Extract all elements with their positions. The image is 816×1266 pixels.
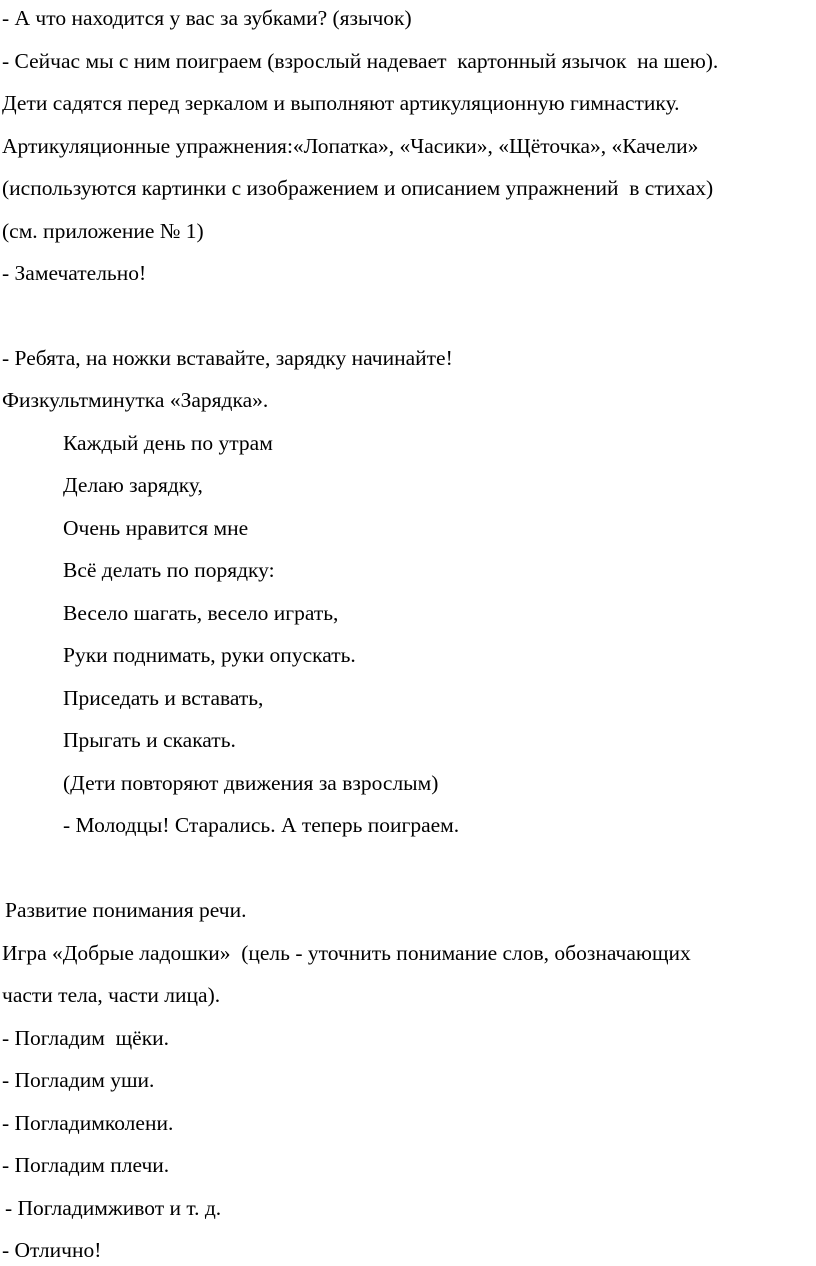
poem-line: Всё делать по порядку: — [63, 558, 275, 582]
dialogue-line: - Погладим уши. — [2, 1068, 155, 1092]
dialogue-line: - Замечательно! — [2, 261, 147, 285]
section-heading: Развитие понимания речи. — [5, 898, 247, 922]
dialogue-line: - Погладим плечи. — [2, 1153, 170, 1177]
dialogue-line: - Погладим щёки. — [2, 1026, 170, 1050]
paragraph-line: (см. приложение № 1) — [2, 219, 204, 243]
poem-line: Прыгать и скакать. — [63, 728, 236, 752]
stage-direction: (Дети повторяют движения за взрослым) — [63, 771, 439, 795]
dialogue-line: - Погладимживот и т. д. — [5, 1196, 222, 1220]
dialogue-line: - Погладимколени. — [2, 1111, 174, 1135]
paragraph-line: Артикуляционные упражнения:«Лопатка», «Часики», «Щёточка», «Качели» — [2, 134, 699, 158]
dialogue-line: - Ребята, на ножки вставайте, зарядку начинайте! — [2, 346, 453, 370]
poem-line: Весело шагать, весело играть, — [63, 601, 339, 625]
dialogue-line: - Молодцы! Старались. А теперь поиграем. — [63, 813, 460, 837]
dialogue-line: - Отлично! — [2, 1238, 102, 1262]
paragraph-line: Игра «Добрые ладошки» (цель - уточнить понимание слов, обозначающих — [2, 941, 691, 965]
dialogue-line: - Сейчас мы с ним поиграем (взрослый надевает картонный язычок на шею). — [2, 49, 719, 73]
paragraph-line: (используются картинки с изображением и описанием упражнений в стихах) — [2, 176, 714, 200]
poem-line: Руки поднимать, руки опускать. — [63, 643, 356, 667]
dialogue-line: - А что находится у вас за зубками? (язычок) — [2, 6, 412, 30]
paragraph-line: Дети садятся перед зеркалом и выполняют артикуляционную гимнастику. — [2, 91, 680, 115]
poem-line: Каждый день по утрам — [63, 431, 273, 455]
paragraph-line: части тела, части лица). — [2, 983, 221, 1007]
poem-line: Делаю зарядку, — [63, 473, 203, 497]
section-heading: Физкультминутка «Зарядка». — [2, 388, 269, 412]
poem-line: Приседать и вставать, — [63, 686, 264, 710]
poem-line: Очень нравится мне — [63, 516, 249, 540]
